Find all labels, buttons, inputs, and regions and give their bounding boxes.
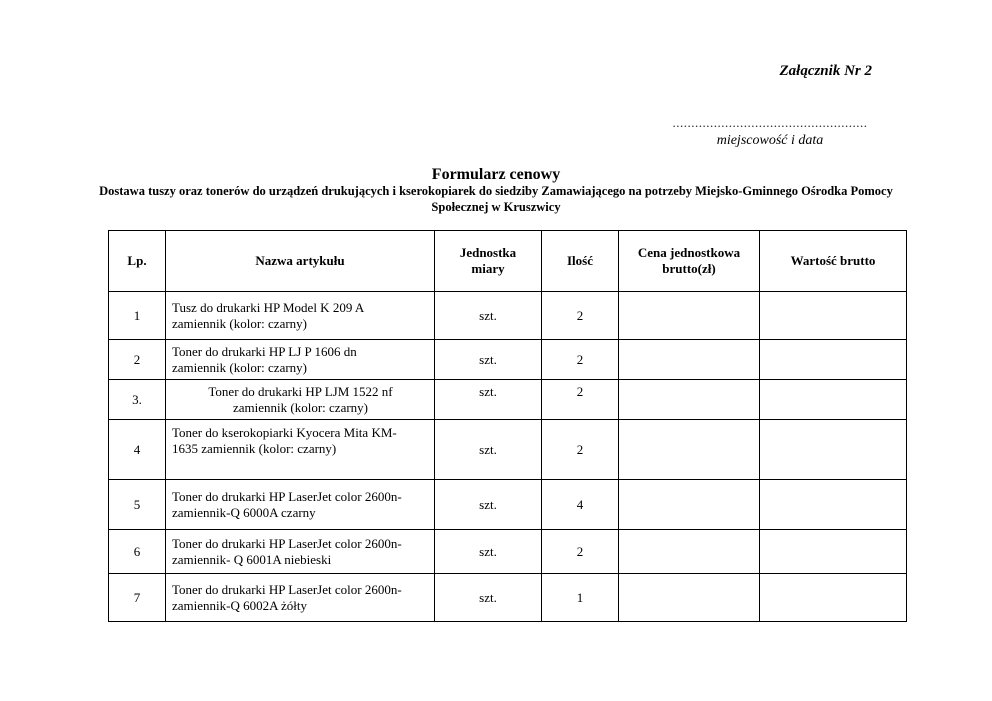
place-date-dotted-line: .................................................... [672, 115, 868, 130]
cell-name [166, 380, 435, 420]
cell-name-line2: zamiennik (kolor: czarny) [172, 315, 307, 331]
table-body [109, 292, 907, 622]
cell-name [166, 292, 435, 340]
cell-name-line2: zamiennik-Q 6000A czarny [172, 504, 316, 520]
cell-name-line1: Toner do drukarki HP LaserJet color 2600n- [172, 535, 402, 551]
cell-name-line1: Toner do drukarki HP LJ P 1606 dn [172, 343, 357, 359]
cell-unit-price[interactable] [619, 574, 760, 622]
cell-name-line1: Toner do drukarki HP LaserJet color 2600n- [172, 581, 402, 597]
column-header-unit-line2: miary [471, 261, 505, 276]
table-row [109, 380, 907, 420]
page-subtitle: Dostawa tuszy oraz tonerów do urządzeń drukujących i kserokopiarek do siedziby Zamawiającego na potrzeby Miejsko-Gminnego Ośrodka Pomocy Społecznej w Kruszwicy [99, 184, 893, 214]
table-row [109, 574, 907, 622]
cell-lp: 2 [109, 340, 166, 380]
cell-unit-price[interactable] [619, 530, 760, 574]
cell-unit-price[interactable] [619, 380, 760, 420]
cell-quantity: 2 [542, 340, 619, 380]
cell-quantity: 2 [542, 292, 619, 340]
cell-name [166, 340, 435, 380]
column-header-unit-price-line2: brutto(zł) [662, 261, 716, 276]
cell-name-line2: zamiennik (kolor: czarny) [233, 399, 368, 415]
cell-name-line1: Toner do drukarki HP LaserJet color 2600n- [172, 488, 402, 504]
cell-name [166, 420, 435, 480]
table-header-row [109, 231, 907, 292]
column-header-unit-line1: Jednostka [459, 245, 517, 260]
cell-lp: 3. [109, 380, 166, 420]
price-form-table [108, 230, 907, 622]
table-row [109, 530, 907, 574]
cell-total-value[interactable] [760, 530, 907, 574]
cell-name-line2: 1635 zamiennik (kolor: czarny) [172, 441, 337, 456]
cell-name [166, 574, 435, 622]
cell-quantity: 4 [542, 480, 619, 530]
cell-total-value[interactable] [760, 574, 907, 622]
cell-unit: szt. [435, 530, 542, 574]
cell-name [166, 480, 435, 530]
cell-quantity: 2 [542, 380, 619, 420]
cell-unit-price[interactable] [619, 292, 760, 340]
cell-name-line1: Toner do drukarki HP LJM 1522 nf [208, 383, 393, 399]
cell-name-line1: Tusz do drukarki HP Model K 209 A [172, 299, 365, 315]
cell-total-value[interactable] [760, 420, 907, 480]
column-header-name: Nazwa artykułu [166, 231, 435, 292]
place-and-date-block [620, 115, 920, 149]
cell-name-line2: zamiennik- Q 6001A niebieski [172, 551, 332, 567]
cell-unit: szt. [435, 420, 542, 480]
cell-unit: szt. [435, 380, 542, 420]
cell-lp: 1 [109, 292, 166, 340]
cell-lp: 5 [109, 480, 166, 530]
cell-lp: 6 [109, 530, 166, 574]
page-title: Formularz cenowy [431, 166, 561, 183]
cell-quantity: 2 [542, 530, 619, 574]
table-row [109, 480, 907, 530]
cell-unit: szt. [435, 340, 542, 380]
table-header [109, 231, 907, 292]
cell-total-value[interactable] [760, 292, 907, 340]
table-row [109, 292, 907, 340]
cell-lp: 7 [109, 574, 166, 622]
cell-lp: 4 [109, 420, 166, 480]
column-header-unit-price [619, 231, 760, 292]
cell-total-value[interactable] [760, 340, 907, 380]
cell-total-value[interactable] [760, 380, 907, 420]
cell-unit-price[interactable] [619, 420, 760, 480]
column-header-lp: Lp. [109, 231, 166, 292]
cell-total-value[interactable] [760, 480, 907, 530]
cell-unit: szt. [435, 292, 542, 340]
table-row [109, 420, 907, 480]
cell-unit-price[interactable] [619, 480, 760, 530]
cell-quantity: 2 [542, 420, 619, 480]
cell-unit-price[interactable] [619, 340, 760, 380]
column-header-unit-price-line1: Cena jednostkowa [637, 245, 741, 260]
annex-number: Załącznik Nr 2 [779, 63, 872, 79]
cell-name-line1: Toner do kserokopiarki Kyocera Mita KM- [172, 425, 397, 440]
cell-name [166, 530, 435, 574]
column-header-unit [435, 231, 542, 292]
table-row [109, 340, 907, 380]
cell-quantity: 1 [542, 574, 619, 622]
cell-name-line2: zamiennik-Q 6002A żółty [172, 597, 308, 613]
cell-unit: szt. [435, 574, 542, 622]
cell-unit: szt. [435, 480, 542, 530]
column-header-total-value: Wartość brutto [760, 231, 907, 292]
cell-name-line2: zamiennik (kolor: czarny) [172, 359, 307, 375]
column-header-quantity: Ilość [542, 231, 619, 292]
place-date-label: miejscowość i data [716, 133, 824, 148]
